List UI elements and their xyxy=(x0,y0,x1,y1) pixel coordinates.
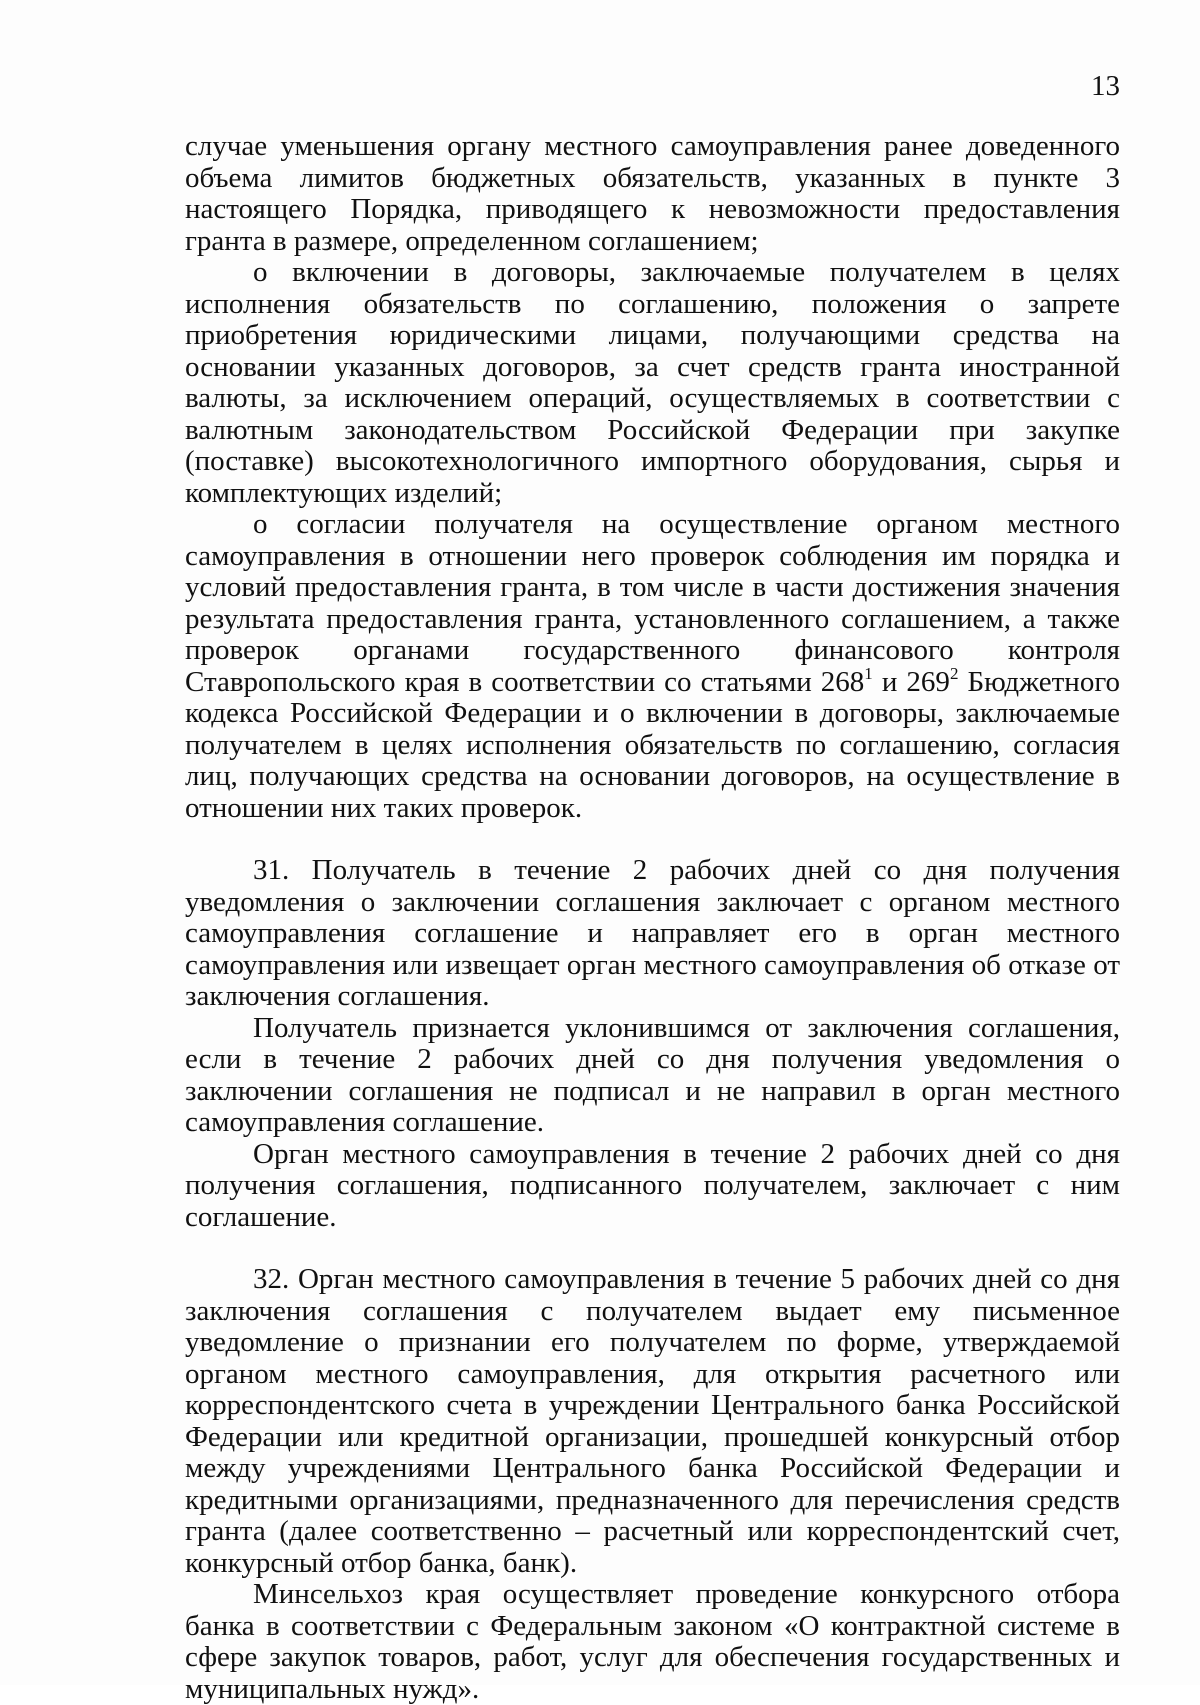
document-body xyxy=(185,131,1120,1705)
paragraph-32: 32. Орган местного самоуправления в течение 5 рабочих дней со дня заключения соглашения с получателем выдает ему письменное уведомление о признании его получателем по форме, утверждаемой органом местного самоуправления, для открытия расчетного или корреспондентского счета в учреждении Центрального банка Российской Федерации или кредитной организации, прошедшей конкурсный отбор между учреждениями Центрального банка Российской Федерации и кредитными организациями, предназначенного для перечисления средств гранта (далее соответственно – расчетный или корреспондентский счет, конкурсный отбор банка, банк). xyxy=(185,1263,1120,1579)
paragraph-31-third: Орган местного самоуправления в течение 2 рабочих дней со дня получения соглашения, подписанного получателем, заключает с ним соглашение. xyxy=(185,1137,1120,1233)
paragraph-31: 31. Получатель в течение 2 рабочих дней со дня получения уведомления о заключении соглашения заключает с органом местного самоуправления соглашение и направляет его в орган местного самоуправления или извещает орган местного самоуправления об отказе от заключения соглашения. xyxy=(185,854,1120,1012)
superscript-1: 1 xyxy=(864,663,873,683)
superscript-2: 2 xyxy=(949,663,959,683)
paragraph-32-second: Минсельхоз края осуществляет проведение конкурсного отбора банка в соответствии с Федеральным законом «О контрактной системе в сфере закупок товаров, работ, услуг для обеспечения государственных и муниципальных нужд». xyxy=(185,1578,1120,1705)
paragraph-3-part-3: Бюджетного кодекса Российской Федерации и о включении в договоры, заключаемые получателем в целях исполнения обязательств по соглашению, согласия лиц, получающих средства на основании договоров, на осуществление в отношении них таких проверок. xyxy=(185,665,1120,824)
paragraph-3 xyxy=(185,509,1120,824)
paragraph-31-second: Получатель признается уклонившимся от заключения соглашения, если в течение 2 рабочих дней со дня получения уведомления о заключении соглашения не подписал и не направил в орган местного самоуправления соглашение. xyxy=(185,1011,1120,1138)
page-number: 13 xyxy=(1091,70,1120,102)
paragraph-1: случае уменьшения органу местного самоуправления ранее доведенного объема лимитов бюджетных обязательств, указанных в пункте 3 настоящего Порядка, приводящего к невозможности предоставления гранта в размере, определенном соглашением; xyxy=(185,130,1120,257)
paragraph-3-part-1: о согласии получателя на осуществление органом местного самоуправления в отношении него проверок соблюдения им порядка и условий предоставления гранта, в том числе в части достижения значения результата предоставления гранта, установленного соглашением, а также проверок органами государственного финансового контроля Ставропольского края в соответствии со статьями 268 xyxy=(185,508,1120,698)
paragraph-3-part-2: и 269 xyxy=(872,665,950,698)
paragraph-2: о включении в договоры, заключаемые получателем в целях исполнения обязательств по соглашению, положения о запрете приобретения юридическими лицами, получающими средства на основании указанных договоров, за счет средств гранта иностранной валюты, за исключением операций, осуществляемых в соответствии с валютным законодательством Российской Федерации при закупке (поставке) высокотехнологичного импортного оборудования, сырья и комплектующих изделий; xyxy=(185,256,1120,509)
